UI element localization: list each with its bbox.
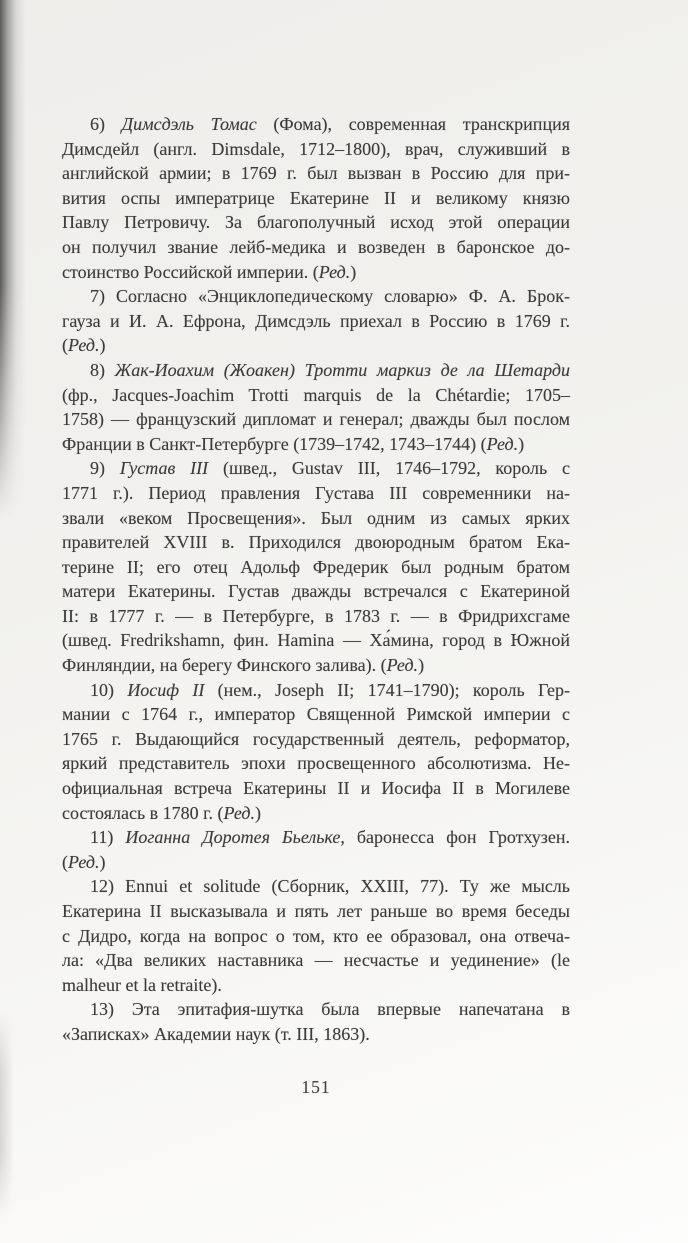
text-line-content xyxy=(62,950,570,970)
text-run: 9) xyxy=(90,458,120,479)
text-line-content xyxy=(62,975,222,995)
text-run: (нем., Joseph II; 1741–1790); король Гер- xyxy=(204,679,570,700)
text-run: матери Екатерины. Густав дважды встречался с Екатериной xyxy=(62,581,570,602)
text-run: ) xyxy=(350,261,357,282)
text-run-italic: Ред. xyxy=(68,851,100,872)
text-run: 7) Согласно «Энциклопедическому словарю» Ф. А. Брок- xyxy=(90,286,570,307)
text-line xyxy=(62,112,570,137)
text-line xyxy=(62,555,570,580)
text-line-content xyxy=(90,286,570,306)
text-line-content xyxy=(62,630,570,650)
text-line xyxy=(62,432,570,457)
text-run: вития оспы императрице Екатерине II и великому князю xyxy=(62,187,570,208)
text-run: Екатерина II высказывала и пять лет раньше во время беседы xyxy=(62,901,570,921)
text-line-content xyxy=(90,680,570,700)
footnote-paragraph-9 xyxy=(62,456,570,677)
text-line xyxy=(62,973,570,998)
text-run: 10) xyxy=(90,679,128,700)
text-run: (Фома), современная транскрипция xyxy=(256,114,570,134)
text-run: 6) xyxy=(90,114,122,134)
text-run: Павлу Петровичу. За благополучный исход этой операции xyxy=(62,212,570,233)
text-line-content xyxy=(62,581,570,601)
text-line xyxy=(62,309,570,334)
page-number: 151 xyxy=(301,1077,331,1097)
text-run: ( xyxy=(62,851,68,872)
footnote-paragraph-8 xyxy=(62,358,570,456)
text-run: правителей XVIII в. Приходился двоюродным братом Ека- xyxy=(62,532,570,553)
text-line xyxy=(62,678,570,703)
text-line xyxy=(62,260,570,285)
footnote-paragraph-10 xyxy=(62,678,570,826)
text-run-italic: Ред. xyxy=(318,261,351,282)
text-line-content xyxy=(62,901,570,921)
text-line xyxy=(62,874,570,899)
text-line-content xyxy=(62,926,570,946)
text-line-content xyxy=(62,753,570,773)
text-run: он получил звание лейб-медика и возведен в баронское до- xyxy=(62,236,570,257)
text-line-content xyxy=(62,704,570,724)
text-line-content xyxy=(90,876,570,896)
text-run: ла: «Два великих наставника — несчастье и уединение» (le xyxy=(62,950,570,971)
text-run: ) xyxy=(255,802,262,823)
text-run: 13) Эта эпитафия-шутка была впервые напечатана в xyxy=(90,999,570,1020)
text-line-content xyxy=(62,385,570,405)
text-line-content xyxy=(62,212,570,232)
text-line-content xyxy=(62,483,570,503)
text-line xyxy=(62,137,570,162)
text-run: (фр., Jacques-Joachim Trotti marquis de la Chétardie; 1705– xyxy=(62,384,570,405)
text-line xyxy=(62,186,570,211)
text-run: Финляндии, на берегу Финского залива). ( xyxy=(62,655,387,676)
footnote-paragraph-11 xyxy=(62,825,570,874)
text-line-content xyxy=(62,409,570,429)
footnote-paragraph-13 xyxy=(62,997,570,1046)
text-run: ) xyxy=(99,335,106,356)
text-run: 8) xyxy=(90,359,115,380)
text-run: мании с 1764 г., император Священной Римской империи с xyxy=(62,704,570,725)
text-run: (швед., Gustav III, 1746–1792, король с xyxy=(208,458,570,479)
text-run: английской армии; в 1769 г. был вызван в Россию для при- xyxy=(62,163,570,184)
text-line xyxy=(62,358,570,383)
text-run: терине II; его отец Адольф Фредерик был родным братом xyxy=(62,556,570,577)
text-line xyxy=(62,481,570,506)
text-line xyxy=(62,604,570,629)
text-line-content xyxy=(62,139,570,159)
text-line-content xyxy=(62,803,261,823)
text-run: ) xyxy=(99,851,106,872)
text-run: Франции в Санкт-Петербурге (1739–1742, 1743–1744) ( xyxy=(62,433,487,454)
text-line xyxy=(62,506,570,531)
text-line xyxy=(62,235,570,260)
text-line xyxy=(62,751,570,776)
text-line-content xyxy=(62,163,570,183)
text-run: стоинство Российской империи. ( xyxy=(62,261,319,282)
text-run-italic: Иоганна Доротея Бьельке xyxy=(125,827,341,848)
text-run: звали «веком Просвещения». Был одним из самых ярких xyxy=(62,507,570,528)
text-line xyxy=(62,997,570,1022)
text-line xyxy=(62,333,570,358)
text-line xyxy=(62,801,570,826)
text-run: «Записках» Академии наук (т. III, 1863). xyxy=(62,1023,370,1044)
text-run: (швед. Fredrikshamn, фин. Hamina — Ха́мина, город в Южной xyxy=(62,630,570,651)
text-line-content xyxy=(62,311,570,331)
text-line-content xyxy=(62,262,356,282)
text-run-italic: Иосиф II xyxy=(127,679,205,700)
text-run: 11) xyxy=(90,827,126,848)
text-line-content xyxy=(62,852,106,872)
footnote-paragraph-7 xyxy=(62,284,570,358)
text-run: 1771 г.). Период правления Густава III современники на- xyxy=(62,482,570,503)
text-line-content xyxy=(62,1024,370,1044)
text-line-content xyxy=(90,114,570,134)
text-line-content xyxy=(62,532,570,552)
text-line xyxy=(62,456,570,481)
text-line xyxy=(62,653,570,678)
footnote-paragraph-6 xyxy=(62,112,570,284)
footnote-paragraph-12 xyxy=(62,874,570,997)
text-line xyxy=(62,825,570,850)
text-line xyxy=(62,1022,570,1047)
text-line xyxy=(62,924,570,949)
text-run: 1758) — французский дипломат и генерал; дважды был послом xyxy=(62,409,570,430)
text-run: гауза и И. А. Ефрона, Димсдэль приехал в Россию в 1769 г. xyxy=(62,310,570,331)
text-run-italic: Ред. xyxy=(386,655,419,676)
text-line xyxy=(62,284,570,309)
text-line xyxy=(62,702,570,727)
text-line-content xyxy=(62,655,424,675)
text-line xyxy=(62,407,570,432)
text-run-italic: Ред. xyxy=(68,335,100,356)
text-line xyxy=(62,210,570,235)
text-run: malheur et la retraite). xyxy=(62,974,222,995)
text-run: 12) Ennui et solitude (Сборник, XXIII, 77). Ту же мысль xyxy=(90,876,570,897)
text-run: ) xyxy=(418,655,425,676)
text-line xyxy=(62,727,570,752)
text-run: , баронесса фон Гротхузен. xyxy=(340,827,570,848)
text-line-content xyxy=(62,729,570,749)
scan-edge-shadow-top xyxy=(0,0,26,520)
text-line-content xyxy=(62,508,570,528)
text-line xyxy=(62,628,570,653)
text-run: с Дидро, когда на вопрос о том, кто ее образовал, она отвеча- xyxy=(62,925,570,946)
text-line-content xyxy=(62,434,524,454)
text-run: официальная встреча Екатерины II и Иосифа II в Могилеве xyxy=(62,778,570,799)
text-run: яркий представитель эпохи просвещенного абсолютизма. Не- xyxy=(62,753,570,774)
text-run-italic: Жак-Иоахим (Жоакен) Тротти маркиз де ла Шетарди xyxy=(114,359,570,380)
text-run: Димсдейл (англ. Dimsdale, 1712–1800), врач, служивший в xyxy=(62,138,570,159)
text-line xyxy=(62,899,570,924)
text-line-content xyxy=(62,237,570,257)
text-run: состоялась в 1780 г. ( xyxy=(62,802,224,823)
text-run: 1765 г. Выдающийся государственный деятель, реформатор, xyxy=(62,728,570,749)
text-line-content xyxy=(62,778,570,798)
scan-edge-shadow-bottom xyxy=(0,1010,14,1220)
text-line-content xyxy=(90,999,570,1019)
text-run-italic: Густав III xyxy=(119,458,209,479)
text-line-content xyxy=(62,188,570,208)
text-line-content xyxy=(90,827,570,847)
text-line xyxy=(62,850,570,875)
text-run: ( xyxy=(62,335,68,356)
text-line xyxy=(62,948,570,973)
text-line xyxy=(62,776,570,801)
text-run: ) xyxy=(518,433,525,454)
notes-text xyxy=(62,112,570,1047)
text-run-italic: Ред. xyxy=(223,802,256,823)
text-line xyxy=(62,161,570,186)
text-line xyxy=(62,579,570,604)
text-line xyxy=(62,530,570,555)
text-run: II: в 1777 г. — в Петербурге, в 1783 г. — в Фридрихсгаме xyxy=(62,605,570,626)
text-line-content xyxy=(62,606,570,626)
text-line xyxy=(62,383,570,408)
text-run-italic: Ред. xyxy=(486,433,519,454)
text-line-content xyxy=(90,360,570,380)
text-line-content xyxy=(62,335,106,355)
text-line-content xyxy=(62,557,570,577)
text-run-italic: Димсдэль Томас xyxy=(121,114,257,134)
text-line-content xyxy=(90,458,570,478)
